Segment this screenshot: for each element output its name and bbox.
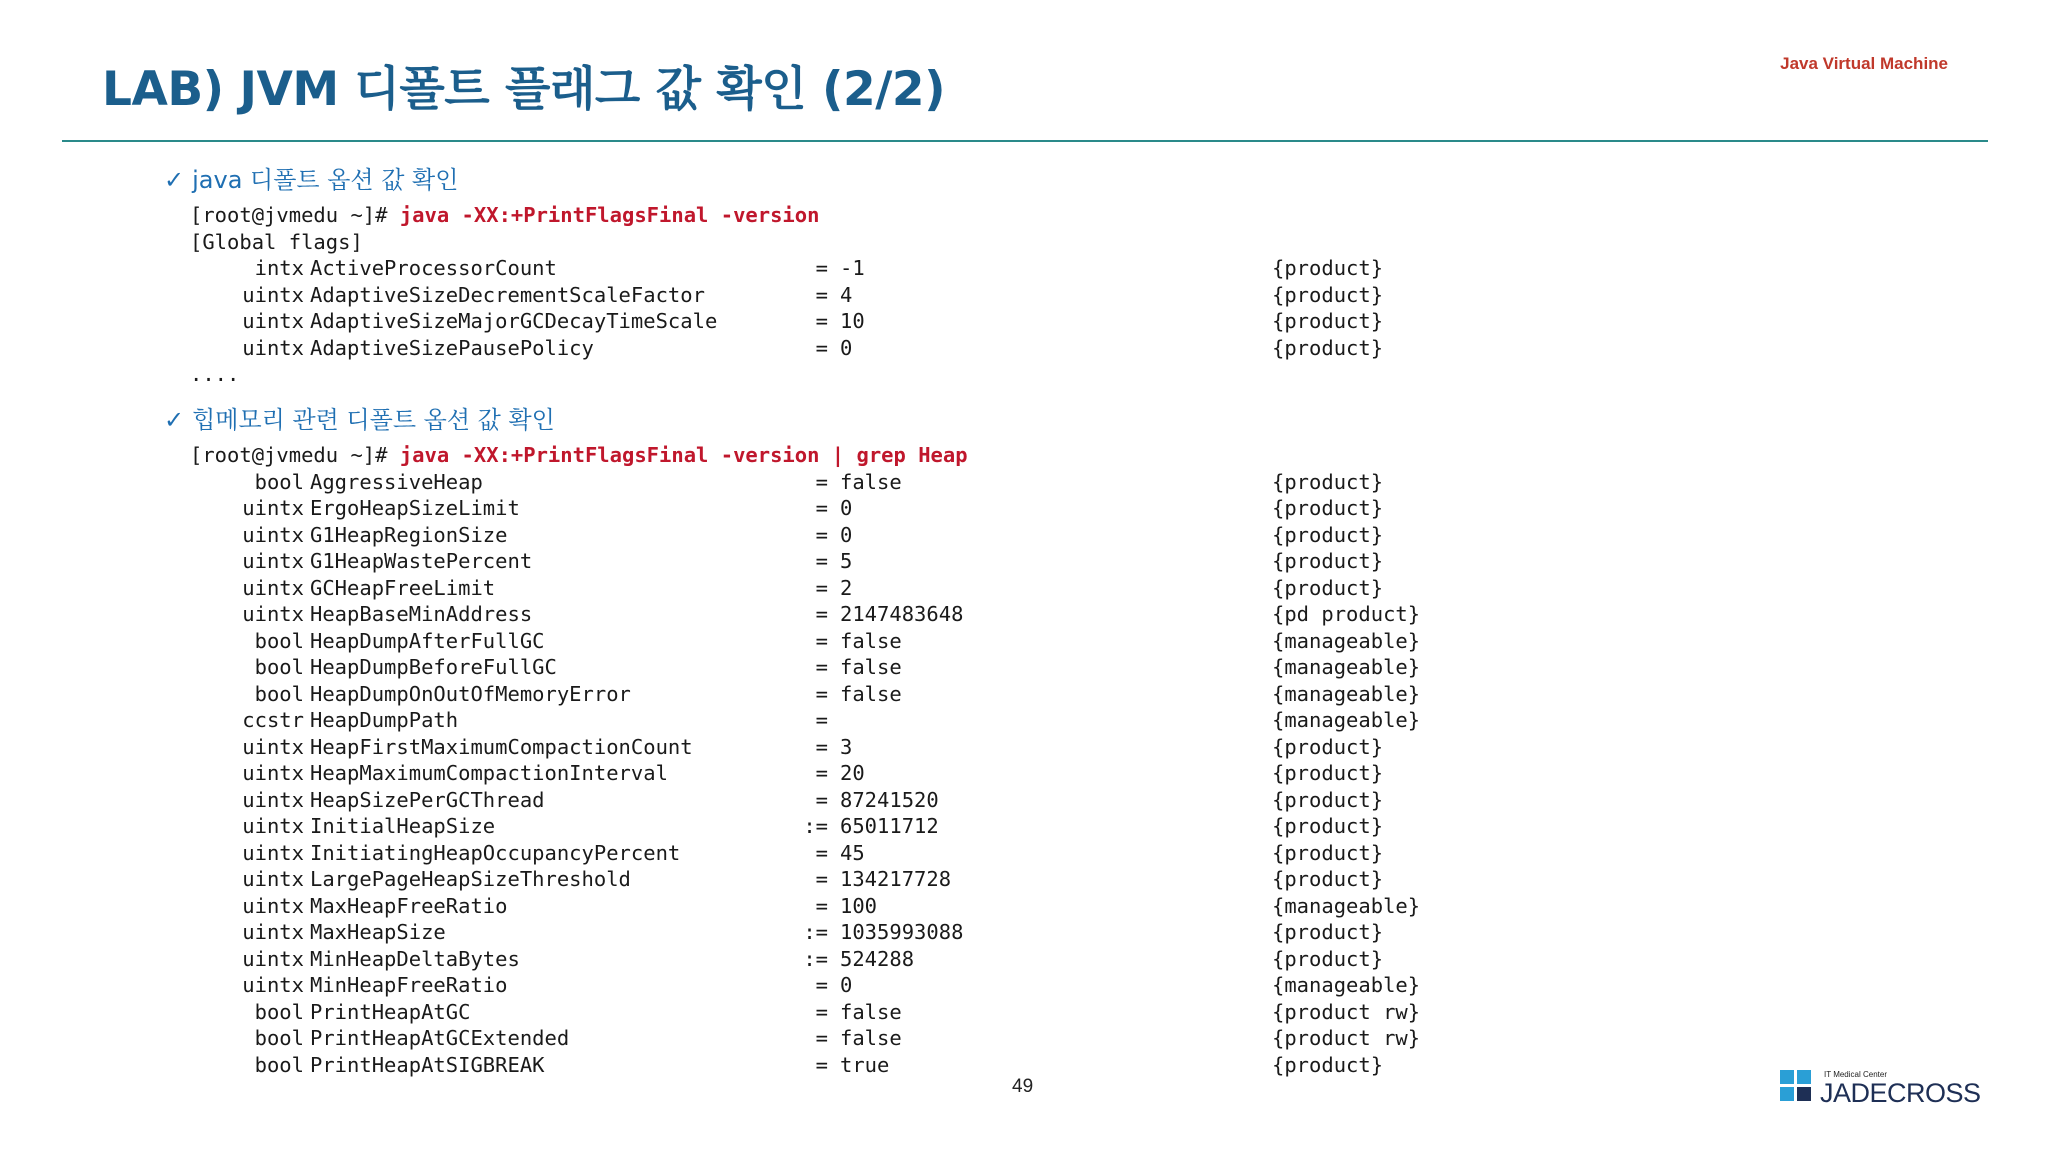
flag-operator: = <box>815 893 828 918</box>
flag-operator: = <box>815 549 828 573</box>
flag-value: true <box>840 1052 890 1077</box>
flag-kind: {product} <box>1272 496 1384 520</box>
flag-operator: = <box>815 681 828 706</box>
flag-kind: {product} <box>1272 282 1384 307</box>
flag-row <box>190 495 1384 522</box>
flag-row <box>190 601 1421 628</box>
flag-name: AggressiveHeap <box>310 469 483 494</box>
course-label: Java Virtual Machine <box>1780 54 1948 73</box>
shell-prompt: [root@jvmedu ~]# <box>190 203 400 227</box>
flag-operator: = <box>815 761 828 785</box>
flag-type: uintx <box>242 522 304 547</box>
flag-value: 5 <box>840 549 853 573</box>
flag-row <box>190 840 1384 867</box>
shell-command: java -XX:+PrintFlagsFinal -version | grep Heap <box>399 443 968 467</box>
flag-row <box>190 893 1421 920</box>
flag-value: false <box>840 655 902 679</box>
flag-operator: = <box>815 708 828 732</box>
flag-type: uintx <box>242 814 304 838</box>
flag-row <box>190 255 1384 282</box>
flag-operator: = <box>815 1052 828 1077</box>
flag-name: InitialHeapSize <box>310 814 496 838</box>
flag-kind: {product rw} <box>1272 1026 1421 1050</box>
flag-row <box>190 999 1421 1026</box>
flag-type: uintx <box>242 734 304 759</box>
flag-kind: {product rw} <box>1272 999 1421 1024</box>
global-flags-header: [Global flags] <box>190 229 363 254</box>
flag-name: HeapBaseMinAddress <box>310 602 533 626</box>
ellipsis: .... <box>190 362 240 386</box>
logo-mark-icon <box>1780 1070 1814 1104</box>
flag-value: 65011712 <box>840 814 939 838</box>
flag-kind: {product} <box>1272 469 1384 494</box>
section1-command-line <box>190 202 819 229</box>
shell-command: java -XX:+PrintFlagsFinal -version <box>399 203 820 227</box>
flag-kind: {manageable} <box>1272 681 1421 706</box>
flag-kind: {product} <box>1272 335 1384 360</box>
flag-kind: {product} <box>1272 309 1384 333</box>
flag-row <box>190 813 1384 840</box>
flag-value: false <box>840 681 902 706</box>
flag-operator: = <box>815 840 828 865</box>
flag-name: PrintHeapAtSIGBREAK <box>310 1052 545 1077</box>
flag-operator: = <box>815 602 828 626</box>
flag-type: uintx <box>242 920 304 944</box>
flag-type: uintx <box>242 946 304 971</box>
flag-kind: {manageable} <box>1272 628 1421 653</box>
section2-bullet-text: 힙메모리 관련 디폴트 옵션 값 확인 <box>192 406 555 434</box>
checkmark-icon: ✓ <box>164 406 185 434</box>
flag-type: bool <box>254 1052 304 1077</box>
flag-type: bool <box>254 1026 304 1050</box>
flag-name: MinHeapFreeRatio <box>310 973 508 997</box>
flag-type: uintx <box>242 549 304 573</box>
flag-value: false <box>840 469 902 494</box>
flag-row <box>190 548 1384 575</box>
section2-code-block <box>190 442 1421 1078</box>
page-number: 49 <box>1012 1076 1034 1097</box>
flag-value: 10 <box>840 309 865 333</box>
flag-kind: {product} <box>1272 840 1384 865</box>
flag-value: false <box>840 628 902 653</box>
flag-type: bool <box>254 681 304 706</box>
flag-row <box>190 946 1384 973</box>
section2-bullet <box>164 400 555 435</box>
flag-value: 0 <box>840 335 853 360</box>
flag-name: HeapDumpBeforeFullGC <box>310 655 557 679</box>
shell-prompt: [root@jvmedu ~]# <box>190 443 400 467</box>
logo-subtitle: IT Medical Center <box>1824 1070 1887 1079</box>
flag-kind: {manageable} <box>1272 655 1421 679</box>
flag-row <box>190 681 1421 708</box>
flag-name: G1HeapWastePercent <box>310 549 533 573</box>
flag-kind: {product} <box>1272 920 1384 944</box>
flag-operator: = <box>815 999 828 1024</box>
flag-type: uintx <box>242 575 304 600</box>
flag-kind: {product} <box>1272 734 1384 759</box>
flag-type: uintx <box>242 602 304 626</box>
section2-flag-list <box>190 469 1421 1079</box>
flag-type: uintx <box>242 867 304 891</box>
flag-operator: = <box>815 973 828 997</box>
flag-kind: {product} <box>1272 761 1384 785</box>
flag-row <box>190 522 1384 549</box>
flag-row <box>190 335 1384 362</box>
flag-value: 0 <box>840 522 853 547</box>
flag-kind: {manageable} <box>1272 708 1421 732</box>
flag-kind: {product} <box>1272 549 1384 573</box>
flag-kind: {product} <box>1272 946 1384 971</box>
flag-kind: {pd product} <box>1272 602 1421 626</box>
flag-value: -1 <box>840 256 865 280</box>
flag-kind: {manageable} <box>1272 893 1421 918</box>
section1-code-block <box>190 202 1384 388</box>
flag-name: AdaptiveSizeDecrementScaleFactor <box>310 282 705 307</box>
flag-operator: := <box>803 814 828 838</box>
flag-operator: = <box>815 734 828 759</box>
flag-value: 87241520 <box>840 787 939 812</box>
flag-kind: {product} <box>1272 1052 1384 1077</box>
flag-kind: {product} <box>1272 787 1384 812</box>
flag-name: MaxHeapSize <box>310 920 446 944</box>
flag-type: ccstr <box>242 708 304 732</box>
flag-type: uintx <box>242 973 304 997</box>
flag-value: false <box>840 1026 902 1050</box>
flag-type: uintx <box>242 840 304 865</box>
flag-operator: = <box>815 309 828 333</box>
flag-value: 100 <box>840 893 878 918</box>
flag-operator: := <box>803 920 828 944</box>
flag-name: PrintHeapAtGCExtended <box>310 1026 570 1050</box>
flag-type: uintx <box>242 893 304 918</box>
flag-operator: = <box>815 282 828 307</box>
flag-value: 20 <box>840 761 865 785</box>
flag-row <box>190 1052 1384 1079</box>
flag-operator: = <box>815 256 828 280</box>
flag-operator: = <box>815 469 828 494</box>
flag-type: bool <box>254 655 304 679</box>
flag-value: 1035993088 <box>840 920 964 944</box>
flag-type: uintx <box>242 282 304 307</box>
flag-name: HeapDumpOnOutOfMemoryError <box>310 681 631 706</box>
flag-name: MaxHeapFreeRatio <box>310 893 508 918</box>
flag-value: 134217728 <box>840 867 952 891</box>
flag-operator: = <box>815 867 828 891</box>
flag-row <box>190 760 1384 787</box>
flag-kind: {product} <box>1272 814 1384 838</box>
flag-row <box>190 575 1384 602</box>
flag-kind: {product} <box>1272 867 1384 891</box>
flag-type: intx <box>254 256 304 280</box>
checkmark-icon: ✓ <box>164 166 185 194</box>
flag-row <box>190 1025 1421 1052</box>
flag-name: LargePageHeapSizeThreshold <box>310 867 631 891</box>
flag-value: 524288 <box>840 946 915 971</box>
flag-name: ErgoHeapSizeLimit <box>310 496 520 520</box>
flag-operator: := <box>803 946 828 971</box>
flag-row <box>190 707 1421 734</box>
flag-row <box>190 866 1384 893</box>
flag-operator: = <box>815 655 828 679</box>
flag-operator: = <box>815 496 828 520</box>
flag-name: AdaptiveSizeMajorGCDecayTimeScale <box>310 309 718 333</box>
flag-value: 0 <box>840 496 853 520</box>
flag-operator: = <box>815 575 828 600</box>
page-title: LAB) JVM 디폴트 플래그 값 확인 (2/2) <box>102 62 946 117</box>
flag-type: uintx <box>242 496 304 520</box>
flag-kind: {product} <box>1272 575 1384 600</box>
flag-value: 0 <box>840 973 853 997</box>
section2-command-line <box>190 442 968 469</box>
section1-flag-list <box>190 255 1384 361</box>
flag-kind: {manageable} <box>1272 973 1421 997</box>
flag-type: bool <box>254 469 304 494</box>
flag-row <box>190 734 1384 761</box>
flag-type: uintx <box>242 787 304 812</box>
flag-type: bool <box>254 999 304 1024</box>
section1-bullet-text: java 디폴트 옵션 값 확인 <box>192 166 459 194</box>
flag-row <box>190 282 1384 309</box>
logo-wordmark: JADECROSS <box>1820 1078 1981 1108</box>
flag-name: HeapDumpPath <box>310 708 459 732</box>
flag-value: 2147483648 <box>840 602 964 626</box>
title-divider <box>62 140 1988 142</box>
company-logo <box>1780 1068 1981 1108</box>
flag-value: 2 <box>840 575 853 600</box>
flag-kind: {product} <box>1272 522 1384 547</box>
flag-name: HeapSizePerGCThread <box>310 787 545 812</box>
flag-name: HeapMaximumCompactionInterval <box>310 761 668 785</box>
flag-operator: = <box>815 787 828 812</box>
flag-value: 4 <box>840 282 853 307</box>
flag-name: MinHeapDeltaBytes <box>310 946 520 971</box>
flag-name: AdaptiveSizePausePolicy <box>310 335 594 360</box>
flag-row <box>190 628 1421 655</box>
flag-type: uintx <box>242 309 304 333</box>
flag-operator: = <box>815 628 828 653</box>
flag-name: GCHeapFreeLimit <box>310 575 496 600</box>
section1-bullet <box>164 160 458 195</box>
flag-row <box>190 919 1384 946</box>
flag-name: HeapDumpAfterFullGC <box>310 628 545 653</box>
flag-value: 45 <box>840 840 865 865</box>
flag-type: uintx <box>242 335 304 360</box>
flag-operator: = <box>815 522 828 547</box>
flag-name: ActiveProcessorCount <box>310 256 557 280</box>
flag-row <box>190 469 1384 496</box>
flag-row <box>190 972 1421 999</box>
flag-name: PrintHeapAtGC <box>310 999 471 1024</box>
flag-type: uintx <box>242 761 304 785</box>
flag-kind: {product} <box>1272 256 1384 280</box>
flag-value: 3 <box>840 734 853 759</box>
flag-operator: = <box>815 335 828 360</box>
flag-row <box>190 654 1421 681</box>
flag-row <box>190 308 1384 335</box>
flag-name: G1HeapRegionSize <box>310 522 508 547</box>
flag-name: InitiatingHeapOccupancyPercent <box>310 840 681 865</box>
flag-operator: = <box>815 1026 828 1050</box>
flag-type: bool <box>254 628 304 653</box>
flag-name: HeapFirstMaximumCompactionCount <box>310 734 693 759</box>
flag-value: false <box>840 999 902 1024</box>
flag-row <box>190 787 1384 814</box>
